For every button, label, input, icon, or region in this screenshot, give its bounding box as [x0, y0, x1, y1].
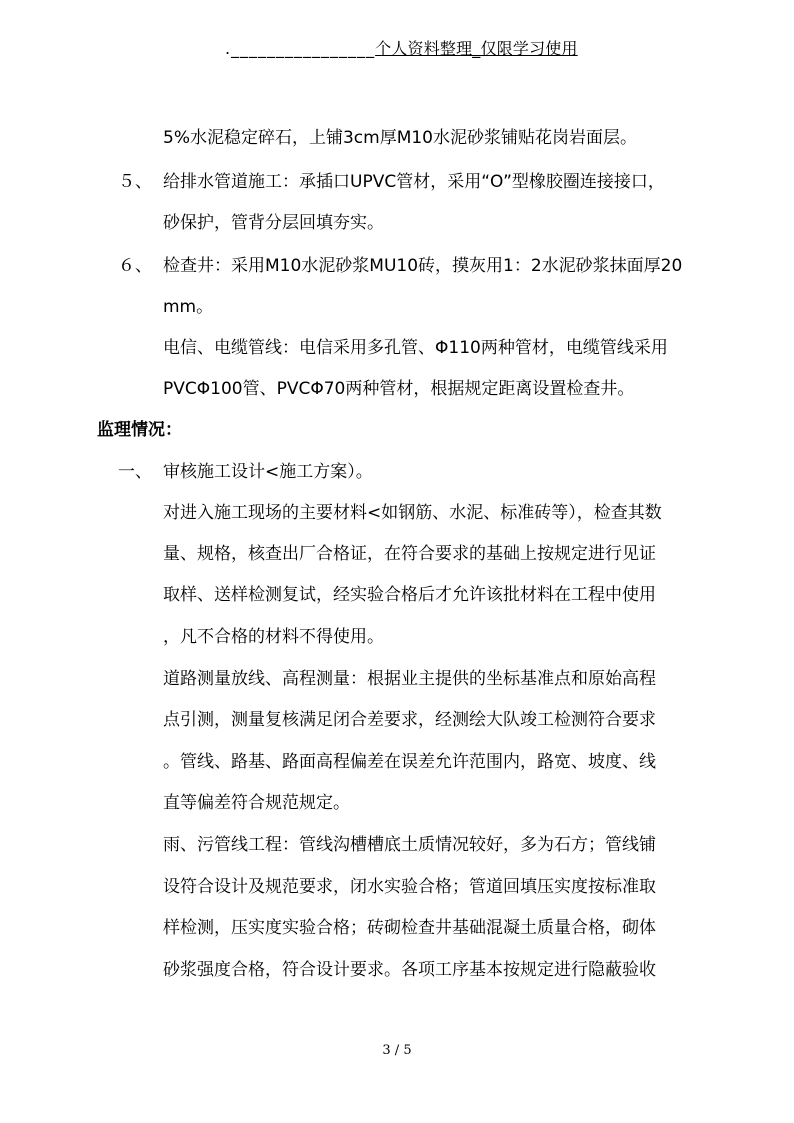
telecom-line2: PVCΦ100管、PVCΦ70两种管材，根据规定距离设置检查井。 [163, 379, 635, 399]
item6-line1: 检查井：采用M10水泥砂浆MU10砖，摸灰用1：2水泥砂浆抹面厚20 [163, 256, 683, 276]
item6-number: ６、 [118, 256, 152, 276]
materials-line: 取样、送样检测复试，经实验合格后才允许该批材料在工程中使用 [163, 585, 656, 605]
pipeline-line: 砂浆强度合格，符合设计要求。各项工序基本按规定进行隐蔽验收 [163, 960, 656, 980]
intro-line: 5%水泥稳定碎石，上铺3cm厚M10水泥砂浆铺贴花岗岩面层。 [163, 128, 637, 148]
page-header [225, 36, 578, 59]
materials-line: 量、规格，核查出厂合格证，在符合要求的基础上按规定进行见证 [163, 544, 656, 564]
section1-title: 审核施工设计<施工方案）。 [163, 462, 373, 482]
survey-line: 道路测量放线、高程测量：根据业主提供的坐标基准点和原始高程 [163, 669, 656, 689]
item5-number: ５、 [118, 172, 152, 192]
materials-line: ，凡不合格的材料不得使用。 [163, 627, 384, 647]
header-text: 个人资料整理_仅限学习使用 [375, 39, 578, 58]
survey-line: 点引测，测量复核满足闭合差要求，经测绘大队竣工检测符合要求 [163, 710, 656, 730]
telecom-line1: 电信、电缆管线：电信采用多孔管、Φ110两种管材，电缆管线采用 [163, 338, 668, 358]
page-number: 3 / 5 [382, 1043, 412, 1058]
materials-line: 对进入施工现场的主要材料<如钢筋、水泥、标准砖等），检查其数 [163, 503, 662, 523]
survey-line: 直等偏差符合规范规定。 [163, 793, 350, 813]
pipeline-line: 雨、污管线工程：管线沟槽槽底土质情况较好，多为石方；管线铺 [163, 835, 656, 855]
header-prefix: .________________ [225, 39, 376, 58]
item5-line1: 给排水管道施工：承插口UPVC管材，采用“O”型橡胶圈连接接口， [163, 172, 665, 192]
section1-number: 一、 [118, 462, 152, 482]
item5-line2: 砂保护，管背分层回填夯实。 [163, 213, 384, 233]
supervision-heading: 监理情况： [97, 420, 182, 440]
pipeline-line: 设符合设计及规范要求，闭水实验合格；管道回填压实度按标准取 [163, 877, 656, 897]
pipeline-line: 样检测，压实度实验合格；砖砌检查井基础混凝土质量合格，砌体 [163, 918, 656, 938]
survey-line: 。管线、路基、路面高程偏差在误差允许范围内，路宽、坡度、线 [163, 752, 656, 772]
item6-line2: mm。 [163, 297, 214, 317]
